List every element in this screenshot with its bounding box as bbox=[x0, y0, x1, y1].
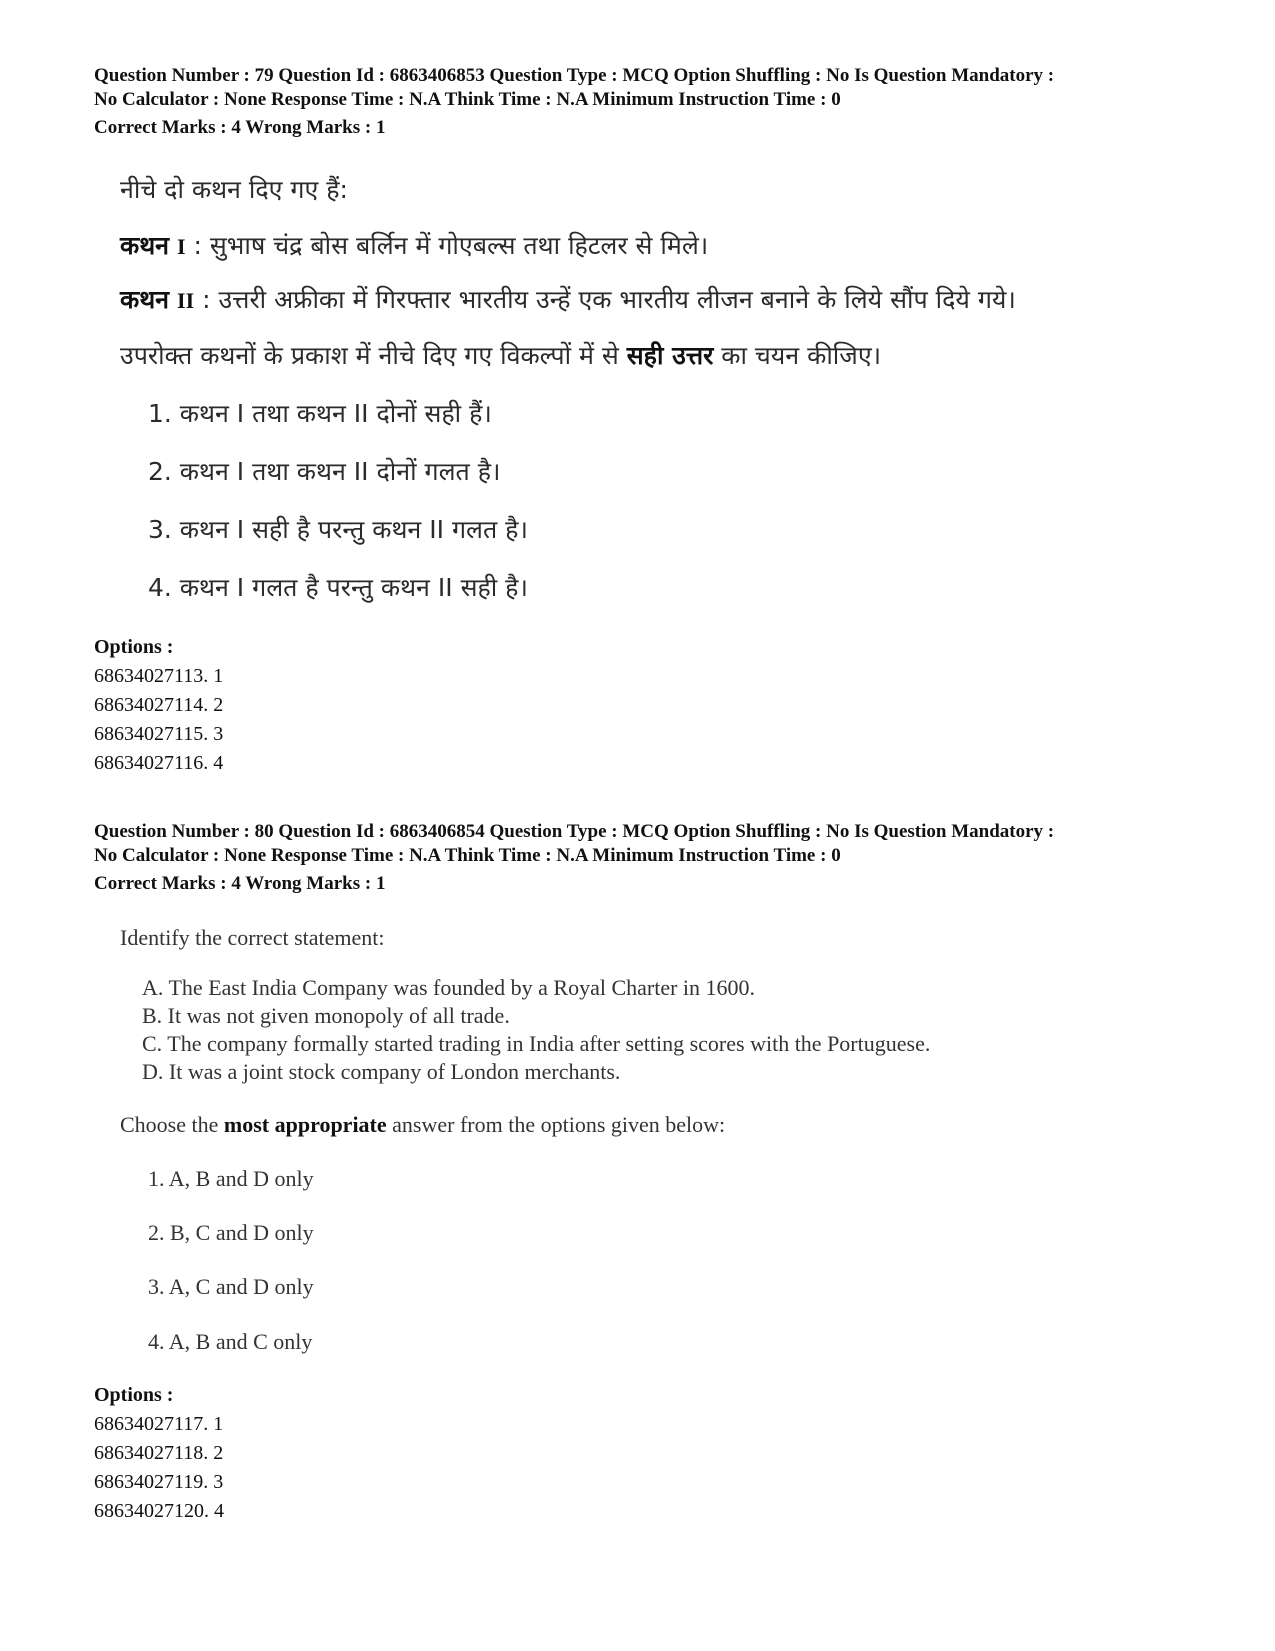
q80-choice: 3. A, C and D only bbox=[148, 1274, 314, 1299]
q79-choice: 4. कथन I गलत है परन्तु कथन II सही है। bbox=[148, 573, 528, 602]
q80-marks: Correct Marks : 4 Wrong Marks : 1 bbox=[94, 873, 386, 894]
q80-meta-line1: Question Number : 80 Question Id : 6863406854 Question Type : MCQ Option Shuffling : No Is Question Mandatory : bbox=[94, 821, 1055, 842]
q80-option-code: 68634027117. 1 bbox=[94, 1413, 224, 1435]
q80-instruction bbox=[120, 1112, 725, 1138]
q80-statement: B. It was not given monopoly of all trade. bbox=[142, 1003, 510, 1028]
q79-s2-label: कथन bbox=[120, 285, 170, 314]
q80-instr-bold: most appropriate bbox=[223, 1112, 387, 1137]
q80-statement: D. It was a joint stock company of London merchants. bbox=[142, 1059, 621, 1084]
q80-choice: 2. B, C and D only bbox=[148, 1220, 314, 1245]
q80-option-code: 68634027120. 4 bbox=[94, 1500, 224, 1522]
q79-s1-label: कथन bbox=[120, 231, 170, 260]
q80-choice: 4. A, B and C only bbox=[148, 1329, 313, 1354]
q79-choice: 3. कथन I सही है परन्तु कथन II गलत है। bbox=[148, 515, 528, 544]
q79-meta-line2: No Calculator : None Response Time : N.A Think Time : N.A Minimum Instruction Time : 0 bbox=[94, 89, 841, 110]
q80-meta-line2: No Calculator : None Response Time : N.A Think Time : N.A Minimum Instruction Time : 0 bbox=[94, 845, 841, 866]
q79-instr-pre: उपरोक्त कथनों के प्रकाश में नीचे दिए गए विकल्पों में से bbox=[120, 341, 619, 370]
q79-instr-post: का चयन कीजिए। bbox=[721, 341, 882, 370]
q79-option-code: 68634027114. 2 bbox=[94, 694, 224, 716]
q79-option-code: 68634027115. 3 bbox=[94, 723, 224, 745]
q79-choice: 2. कथन I तथा कथन II दोनों गलत है। bbox=[148, 457, 501, 486]
q79-s1-text: : सुभाष चंद्र बोस बर्लिन में गोएबल्स तथा हिटलर से मिले। bbox=[193, 231, 709, 260]
q79-s1-num: I bbox=[177, 234, 186, 259]
q80-statement: C. The company formally started trading in India after setting scores with the Portuguese. bbox=[142, 1031, 931, 1056]
q80-option-code: 68634027118. 2 bbox=[94, 1442, 224, 1464]
q80-instr-post: answer from the options given below: bbox=[392, 1112, 726, 1137]
q79-intro: नीचे दो कथन दिए गए हैं: bbox=[120, 175, 348, 204]
q80-instr-pre: Choose the bbox=[120, 1112, 219, 1137]
q79-choice: 1. कथन I तथा कथन II दोनों सही हैं। bbox=[148, 399, 492, 428]
q79-instruction bbox=[120, 338, 881, 372]
q79-option-code: 68634027113. 1 bbox=[94, 665, 224, 687]
q79-s2-num: II bbox=[177, 288, 195, 313]
q79-s2-text: : उत्तरी अफ्रीका में गिरफ्तार भारतीय उन्हें एक भारतीय लीजन बनाने के लिये सौंप दिये गये। bbox=[202, 285, 1016, 314]
q80-statement: A. The East India Company was founded by a Royal Charter in 1600. bbox=[142, 975, 756, 1000]
q80-choice: 1. A, B and D only bbox=[148, 1166, 314, 1191]
q79-instr-bold: सही उत्तर bbox=[626, 341, 714, 370]
q79-statement-2 bbox=[120, 282, 1016, 316]
q80-option-code: 68634027119. 3 bbox=[94, 1471, 224, 1493]
q80-options-label: Options : bbox=[94, 1384, 174, 1406]
q80-intro: Identify the correct statement: bbox=[120, 925, 385, 950]
q79-options-label: Options : bbox=[94, 636, 174, 658]
q79-marks: Correct Marks : 4 Wrong Marks : 1 bbox=[94, 117, 386, 138]
q79-meta-line1: Question Number : 79 Question Id : 6863406853 Question Type : MCQ Option Shuffling : No Is Question Mandatory : bbox=[94, 65, 1055, 86]
q79-option-code: 68634027116. 4 bbox=[94, 752, 224, 774]
q79-statement-1 bbox=[120, 228, 708, 262]
